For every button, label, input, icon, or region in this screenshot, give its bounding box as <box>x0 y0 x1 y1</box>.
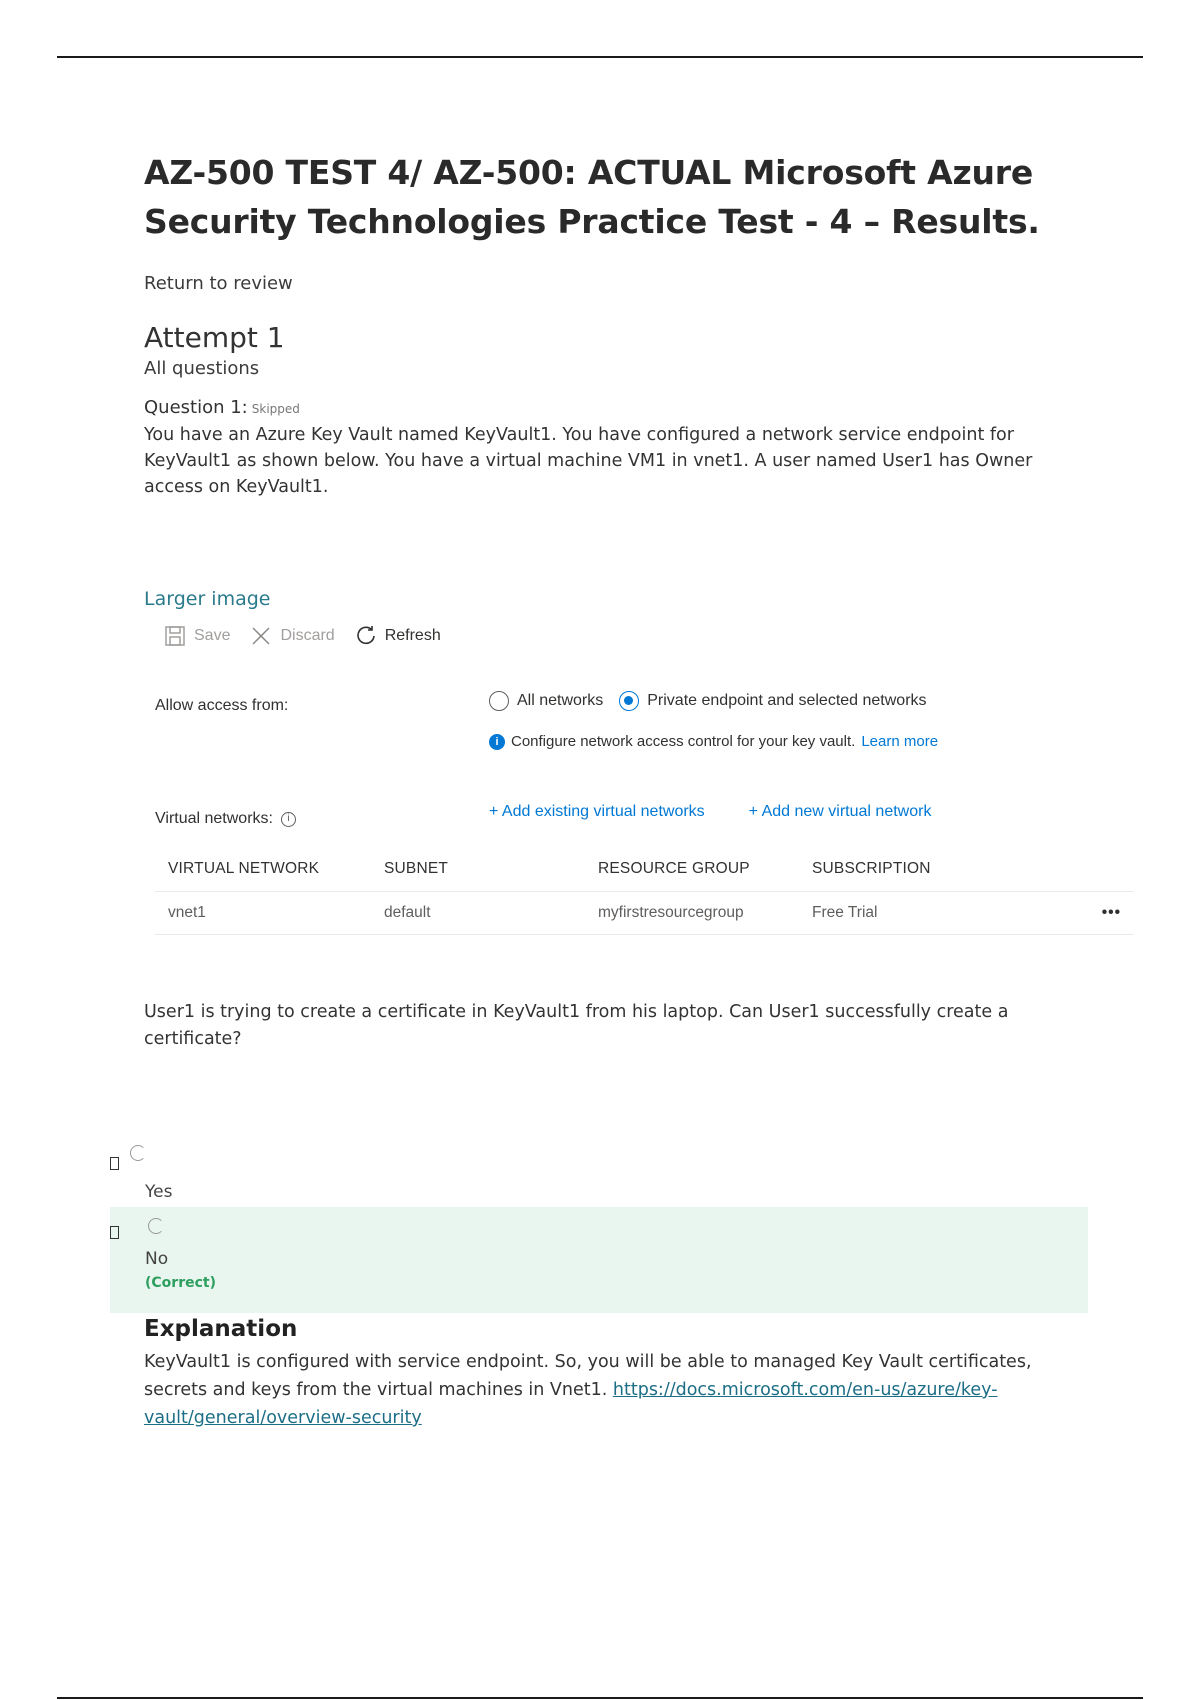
bottom-rule <box>57 1697 1143 1699</box>
explanation-link[interactable]: https://docs.microsoft.com/en-us/azure/key-vault/general/overview-security <box>144 1380 998 1428</box>
correct-tag: (Correct) <box>145 1275 216 1291</box>
question-followup: User1 is trying to create a certificate in KeyVault1 from his laptop. Can User1 successfully create a certificate? <box>144 1002 1009 1049</box>
network-access-radios <box>489 691 943 711</box>
question-text: You have an Azure Key Vault named KeyVault1. You have configured a network service endpoint for KeyVault1 as shown below. You have a virtual machine VM1 in vnet1. A user named User1 has Owner access on KeyVault1. <box>144 425 1033 497</box>
radio-private-endpoint[interactable] <box>619 691 926 711</box>
question-header <box>144 397 1104 418</box>
explanation-heading: Explanation <box>144 1316 298 1342</box>
add-new-vnet-link[interactable]: + Add new virtual network <box>748 803 932 820</box>
save-icon <box>164 625 186 647</box>
return-to-review-link[interactable]: Return to review <box>144 273 293 294</box>
refresh-label: Refresh <box>384 627 441 644</box>
info-icon[interactable]: i <box>281 812 296 827</box>
radio-circle-checked[interactable] <box>619 691 639 711</box>
virtual-networks-table <box>155 847 1134 935</box>
attempt-heading: Attempt 1 <box>144 321 285 354</box>
save-button[interactable] <box>164 625 230 647</box>
page-content <box>144 148 1121 1049</box>
refresh-icon <box>355 625 377 647</box>
cell-subnet: default <box>371 892 585 935</box>
radio-circle[interactable] <box>489 691 509 711</box>
question-number: Question 1: <box>144 397 248 418</box>
learn-more-link[interactable]: Learn more <box>861 733 939 750</box>
correct-answer-highlight <box>110 1207 1088 1313</box>
info-text: Configure network access control for your key vault. <box>511 733 856 750</box>
virtual-networks-text: Virtual networks: <box>155 810 273 827</box>
save-label: Save <box>194 627 231 644</box>
larger-image-link[interactable]: Larger image <box>144 588 271 610</box>
portal-toolbar <box>164 625 441 647</box>
add-existing-vnet-link[interactable]: + Add existing virtual networks <box>489 803 705 820</box>
option-yes-checkbox[interactable] <box>110 1157 119 1170</box>
option-no-checkbox[interactable] <box>110 1226 119 1239</box>
top-rule <box>57 56 1143 58</box>
cell-subscription: Free Trial <box>799 892 1068 935</box>
option-no-radio[interactable] <box>148 1218 164 1234</box>
network-info-message <box>489 733 938 750</box>
table-row[interactable] <box>155 892 1134 935</box>
refresh-button[interactable] <box>355 625 441 647</box>
discard-button[interactable] <box>250 625 334 647</box>
discard-label: Discard <box>280 627 335 644</box>
portal-screenshot <box>144 625 1134 945</box>
table-header-row <box>155 847 1134 892</box>
option-yes-radio[interactable] <box>130 1145 146 1161</box>
col-subnet: SUBNET <box>384 860 449 877</box>
add-network-links <box>489 803 931 821</box>
explanation-text <box>144 1348 1054 1432</box>
scope-label: All questions <box>144 358 260 379</box>
close-icon <box>250 625 272 647</box>
radio-all-networks-label: All networks <box>517 692 604 709</box>
more-options-icon[interactable]: ••• <box>1068 892 1134 935</box>
page-title: AZ-500 TEST 4/ AZ-500: ACTUAL Microsoft Azure Security Technologies Practice Test - 4 – Results. <box>144 153 1040 241</box>
col-subscription: SUBSCRIPTION <box>812 860 931 877</box>
option-yes-label: Yes <box>145 1182 173 1202</box>
virtual-networks-label <box>155 810 296 828</box>
col-virtual-network: VIRTUAL NETWORK <box>168 860 320 877</box>
allow-access-label: Allow access from: <box>155 697 289 714</box>
question-status: Skipped <box>251 402 300 416</box>
cell-resource-group: myfirstresourcegroup <box>585 892 799 935</box>
explanation-body: KeyVault1 is configured with service endpoint. So, you will be able to managed Key Vault certificates, secrets and keys from the virtual machines in Vnet1. <box>144 1352 1032 1400</box>
option-no-label: No <box>145 1249 169 1269</box>
col-resource-group: RESOURCE GROUP <box>598 860 750 877</box>
radio-private-endpoint-label: Private endpoint and selected networks <box>647 692 927 709</box>
cell-virtual-network: vnet1 <box>155 892 371 935</box>
info-icon: i <box>489 734 505 750</box>
radio-all-networks[interactable] <box>489 691 603 711</box>
